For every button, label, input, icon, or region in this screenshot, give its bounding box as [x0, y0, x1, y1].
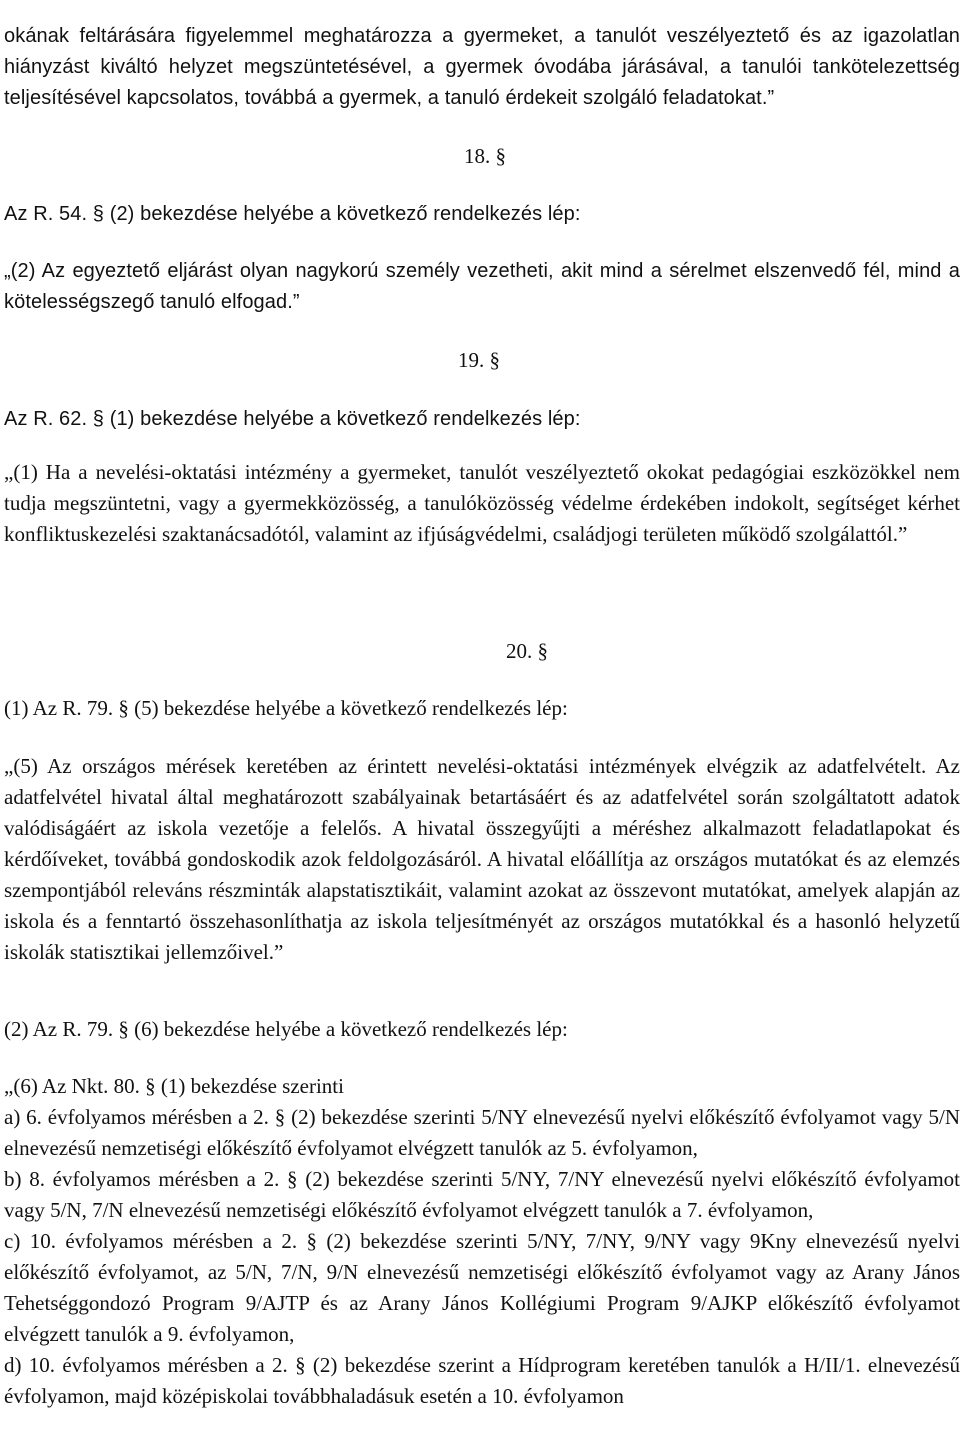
- list-head: „(6) Az Nkt. 80. § (1) bekezdése szerinti: [4, 1074, 344, 1098]
- section-19-intro: Az R. 62. § (1) bekezdése helyébe a következő rendelkezés lép:: [4, 408, 581, 430]
- list-item-d: d) 10. évfolyamos mérésben a 2. § (2) bekezdése szerint a Hídprogram keretében tanulók a H/II/1. elnevezésű évfolyamon, majd középiskolai továbbhaladásuk esetén a 10. évfolyamon: [4, 1353, 960, 1408]
- section-20-text-1: „(5) Az országos mérések keretében az érintett nevelési-oktatási intézmények elvégzik az adatfelvételt. Az adatfelvétel hivatal által meghatározott szabályainak betartásáért és az adatfelvétel során szolgáltatott adatok valódiságáért az iskola vezetője a felelős. A hivatal összegyűjti a méréshez alkalmazott feladatlapokat és kérdőíveket, továbbá gondoskodik azok feldolgozásáról. A hivatal előállítja az országos mutatókat és az elemzés szempontjából releváns részminták alapstatisztikáit, valamint azokat az összevont mutatókat, amelyek alapján az iskola és a fenntartó összehasonlíthatja az iskola teljesítményét az országos mutatókkal és a hasonló helyzetű iskolák statisztikai jellemzőivel.”: [4, 754, 960, 964]
- section-heading-19: 19. §: [458, 348, 500, 372]
- paragraph-continuation: okának feltárására figyelemmel meghatározza a gyermeket, a tanulót veszélyeztető és az igazolatlan hiányzást kiváltó helyzet megszüntetésével, a gyermek óvodába járásával, a tanulói tankötelezettség teljesítésével kapcsolatos, továbbá a gyermek, a tanuló érdekeit szolgáló feladatokat.”: [4, 25, 960, 109]
- section-20-intro-1: (1) Az R. 79. § (5) bekezdése helyébe a következő rendelkezés lép:: [4, 696, 568, 720]
- section-19-text: „(1) Ha a nevelési-oktatási intézmény a gyermeket, tanulót veszélyeztető okokat pedagógiai eszközökkel nem tudja megszüntetni, vagy a gyermekközösség, a tanulóközösség védelme érdekében indokolt, segítséget kérhet konfliktuskezelési szaktanácsadótól, valamint az ifjúságvédelmi, családjogi területen működő szolgálattól.”: [4, 460, 960, 546]
- section-20-list: [4, 1071, 960, 1412]
- list-item-c: c) 10. évfolyamos mérésben a 2. § (2) bekezdése szerinti 5/NY, 7/NY, 9/NY vagy 9Kny elnevezésű nyelvi előkészítő évfolyamot, az 5/N, 7/N, 9/N elnevezésű nemzetiségi előkészítő évfolyamot vagy az Arany János Tehetséggondozó Program 9/AJTP és az Arany János Kollégiumi Program 9/AJKP előkészítő évfolyamot elvégzett tanulók a 9. évfolyamon,: [4, 1229, 960, 1346]
- list-item-a: a) 6. évfolyamos mérésben a 2. § (2) bekezdése szerinti 5/NY elnevezésű nyelvi előkészítő évfolyamot vagy 5/N elnevezésű nemzetiségi előkészítő évfolyamot elvégzett tanulók az 5. évfolyamon,: [4, 1105, 960, 1160]
- list-item-b: b) 8. évfolyamos mérésben a 2. § (2) bekezdése szerinti 5/NY, 7/NY elnevezésű nyelvi előkészítő évfolyamot vagy 5/N, 7/N elnevezésű nemzetiségi előkészítő évfolyamot elvégzett tanulók a 7. évfolyamon,: [4, 1167, 960, 1222]
- section-20-intro-2: (2) Az R. 79. § (6) bekezdése helyébe a következő rendelkezés lép:: [4, 1017, 568, 1041]
- section-18-intro: Az R. 54. § (2) bekezdése helyébe a következő rendelkezés lép:: [4, 203, 581, 225]
- section-heading-20: 20. §: [506, 639, 548, 663]
- section-18-text: „(2) Az egyeztető eljárást olyan nagykorú személy vezetheti, akit mind a sérelmet elszenvedő fél, mind a kötelességszegő tanuló elfogad.”: [4, 260, 960, 313]
- section-heading-18: 18. §: [464, 144, 506, 168]
